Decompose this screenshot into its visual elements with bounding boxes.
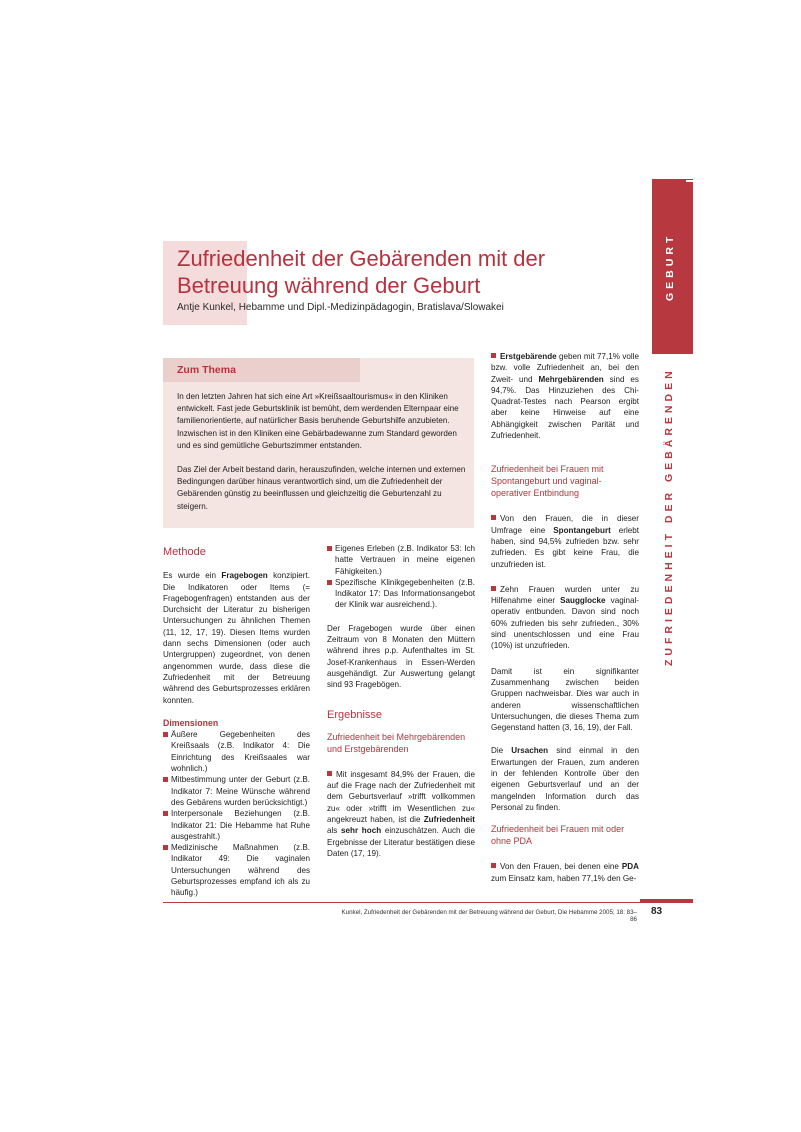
column-3 [491, 351, 639, 884]
list-item [163, 808, 310, 842]
author-line: Antje Kunkel, Hebamme und Dipl.-Medizinpädagogin, Bratislava/Slowakei [177, 302, 504, 313]
text-run: Zehn Frauen wurden unter zu Hilfenahme einer [491, 584, 639, 606]
column-1 [163, 547, 310, 899]
bold-term: Erstgebärende [500, 352, 557, 361]
text-run: Es wurde ein [163, 571, 222, 581]
bullet-icon [327, 546, 332, 551]
list-item [327, 543, 475, 577]
text-run: sind einmal in den Erwartungen der Frauen, zum anderen in der fehlenden Kontrolle über den eigenen Geburtsverlauf und an der mangelnden Information durch das Personal zu finden. [491, 746, 639, 812]
bullet-icon [491, 863, 496, 868]
title-line-2: Betreuung während der Geburt [177, 273, 481, 298]
list-item-text: Eigenes Erleben (z.B. Indikator 53: Ich hatte Vertrauen in meine eigenen Fähigkeiten.) [335, 544, 475, 576]
list-item-text: Äußere Gegebenheiten des Kreißsaals (z.B. Indikator 4: Die Einrichtung des Kreißsaales war wohnlich.) [171, 730, 310, 774]
subsection-heading: Zufriedenheit bei Mehrgebärenden und Erstgebärenden [327, 731, 466, 754]
bullet-icon [163, 845, 168, 850]
list-item [163, 774, 310, 808]
results-paragraph [327, 769, 475, 859]
methode-paragraph [163, 570, 310, 706]
article-title [177, 245, 597, 299]
list-item [163, 842, 310, 898]
subsection-heading: Zufriedenheit bei Frauen mit Spontangeburt und vaginal-operativer Entbindung [491, 464, 604, 499]
bullet-icon [491, 515, 496, 520]
text-run: zum Einsatz kam, haben 77,1% den Ge- [491, 873, 637, 883]
bullet-icon [163, 777, 168, 782]
title-line-1: Zufriedenheit der Gebärenden mit der [177, 246, 546, 271]
list-item-text: Spezifische Klinikgegebenheiten (z.B. Indikator 17: Das Informationsangebot der Klinik war ausreichend.). [335, 577, 475, 610]
paritaet-paragraph [491, 351, 639, 441]
bold-term: Mehrgebärenden [538, 374, 604, 384]
bold-term: Spontangeburt [553, 525, 611, 535]
zusammenhang-paragraph: Damit ist ein signifikanter Zusammenhang zwischen beiden Gruppen nachweisbar. Dies war auch in anderen wissenschaftlichen Untersuchungen, die dieses Thema zum Gegenstand hatten (3, 16, 19), der Fall. [491, 666, 639, 733]
text-run: erlebt haben, sind 94,5% zufrieden bzw. sehr zufrieden. Es gibt keine Frau, die unzufrieden ist. [491, 525, 639, 569]
column-2 [327, 543, 475, 859]
bullet-icon [327, 580, 332, 585]
bold-term: Saugglocke [560, 596, 606, 606]
bullet-icon [491, 353, 496, 358]
bullet-icon [163, 811, 168, 816]
ursachen-paragraph [491, 745, 639, 813]
survey-paragraph: Der Fragebogen wurde über einen Zeitraum von 8 Monaten den Müttern während ihres p.p. Aufenthaltes im St. Josef-Krankenhaus in Essen-Werden ausgehändigt. Zur Auswertung gelangt sind 93 Fragebögen. [327, 623, 475, 690]
tab-tick [686, 180, 693, 182]
bold-term: Zufriedenheit [423, 815, 475, 825]
footer-citation: Kunkel, Zufriedenheit der Gebärenden mit der Betreuung während der Geburt, Die Hebamme 2005; 18: 83–86 [341, 909, 637, 923]
page-number: 83 [651, 906, 663, 917]
ergebnisse-heading: Ergebnisse [327, 708, 383, 721]
saugglocke-paragraph [491, 584, 639, 652]
text-run: vaginal-operativ entbunden. Davon sind noch 60% zufrieden bis sehr zufrieden., 30% sind unentschlossen und eine Frau (10%) ist unzufrieden. [491, 596, 639, 651]
article-topic-label: ZUFRIEDENHEIT DER GEBÄRENDEN [663, 367, 675, 667]
methode-heading: Methode [163, 546, 206, 558]
bullet-icon [491, 586, 496, 591]
summary-box-title: Zum Thema [177, 364, 236, 376]
text-run: einzuschätzen. Auch die Ergebnisse der Literatur bestätigen diese Daten (17, 19). [327, 826, 475, 858]
dimensionen-heading: Dimensionen [163, 717, 219, 728]
spontangeburt-paragraph [491, 513, 639, 569]
bullet-icon [163, 732, 168, 737]
bold-term: sehr hoch [341, 826, 382, 836]
bold-term: Ursachen [511, 746, 549, 756]
text-run: geben mit 77,1% volle bzw. volle Zufriedenheit an, bei den Zweit- und [491, 352, 639, 384]
text-run: Mit insgesamt 84,9% der Frauen, die auf die Frage nach der Zufriedenheit mit dem Geburtsverlauf »trifft vollkommen zu« oder »trifft im Wesentlichen zu« angekreuzt haben, ist die [327, 769, 475, 825]
text-run: Die [491, 746, 512, 756]
list-item [327, 577, 475, 611]
footer-rule-accent [640, 899, 693, 903]
list-item-text: Medizinische Maßnahmen (z.B. Indikator 49: Die vaginalen Untersuchungen während des Geburtsprozesses empfand ich als zu häufig.) [171, 843, 310, 898]
section-label: GEBURT [664, 232, 676, 301]
text-run: sind es 94,7%. Das Hinzuziehen des Chi-Quadrat-Testes nach Pearson ergibt aber keine Hinweise auf eine Abhängigkeit zwischen Parität und Zufriedenheit. [491, 374, 639, 441]
bold-term: PDA [621, 862, 639, 872]
text-run: Von den Frauen, bei denen eine [500, 862, 622, 872]
list-item [163, 729, 310, 774]
bold-term: Fragebogen [221, 571, 268, 581]
text-run: Von den Frauen, die in dieser Umfrage eine [491, 514, 639, 535]
pda-paragraph [491, 861, 639, 884]
summary-paragraph-2: Das Ziel der Arbeit bestand darin, herauszufinden, welche internen und externen Bedingungen darüber hinaus verantwortlich sind, um die Zufriedenheit der Gebärenden günstig zu beeinflussen und gleichzeitig die Geburtenzahl zu steigern. [177, 465, 466, 511]
text-run: als [327, 826, 342, 836]
subsection-heading: Zufriedenheit bei Frauen mit oder ohne PDA [491, 824, 625, 847]
text-run: konzipiert. Die Indikatoren oder Items (= Fragebogenfragen) entstanden aus der Durchsicht der Literatur zu bisherigen Untersuchungen zu ähnlichen Themen (11, 12, 17, 19). Diesen Items wurden dann sechs Dimensionen (oder auch Untergruppen) zugeordnet, von denen angenommen wurde, dass diese die Zufriedenheit mit der Betreuung während des Geburtsprozesses erklären konnten. [163, 571, 310, 705]
summary-paragraph-1: In den letzten Jahren hat sich eine Art »Kreißsaaltourismus« in den Kliniken entwickelt. Fast jede Geburtsklinik ist bemüht, dem werdenden Elternpaar eine familienorientierte, auf natürlicher Basis beruhende Geburtshilfe anzubieten. Inzwischen ist in den Kliniken eine Gebärbadewanne zum Standard geworden und es sind gemütliche Geburtszimmer entstanden. [177, 392, 459, 450]
list-item-text: Mitbestimmung unter der Geburt (z.B. Indikator 7: Meine Wünsche während des Gebärens wurden berücksichtigt.) [171, 775, 310, 807]
list-item-text: Interpersonale Beziehungen (z.B. Indikator 21: Die Hebamme hat Ruhe ausgestrahlt.) [171, 809, 310, 841]
footer-rule [163, 902, 693, 903]
bullet-icon [327, 771, 332, 776]
